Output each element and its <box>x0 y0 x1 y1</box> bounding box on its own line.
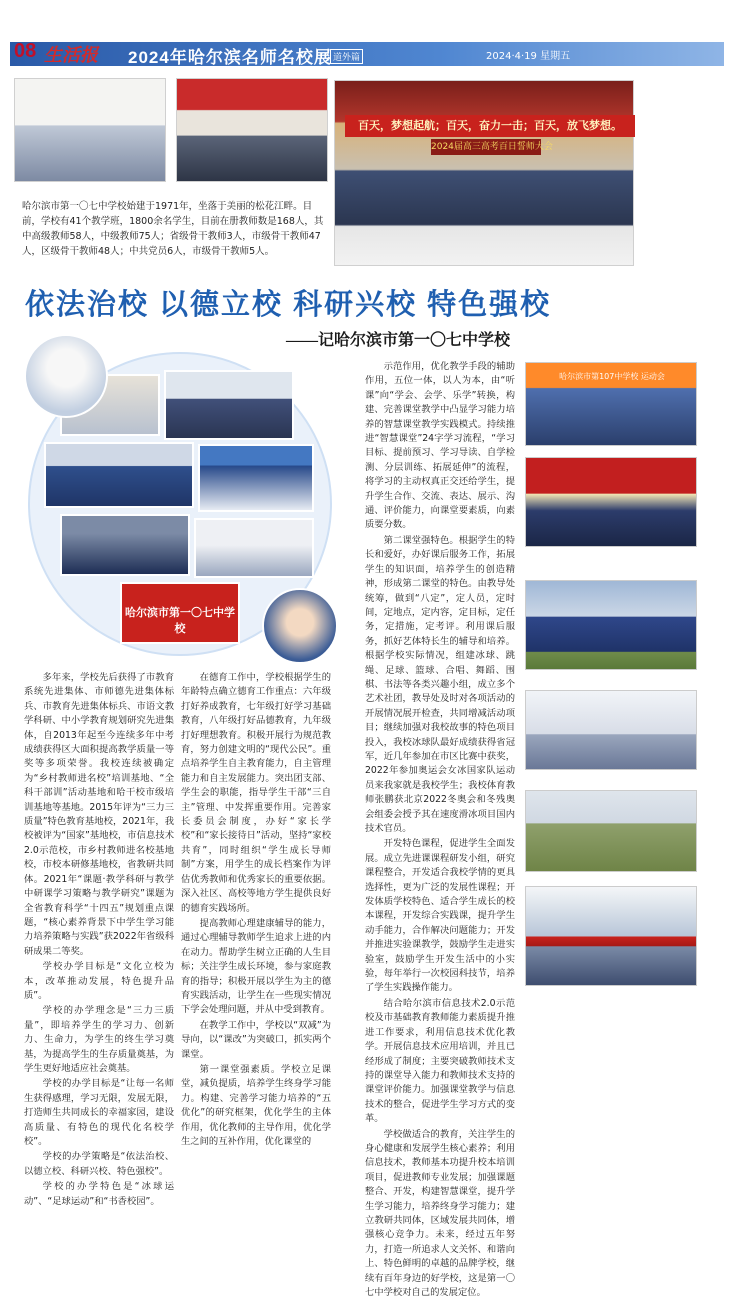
photo-sports-meet <box>525 362 697 446</box>
article-paragraph: 学校的办学策略是“依法治校、以德立校、科研兴校、特色强校”。 <box>24 1151 174 1177</box>
photo-bubble-snowman <box>24 334 108 418</box>
newspaper-brand: 生活报 <box>44 45 98 65</box>
page-number: 08 <box>14 40 37 62</box>
header-section-tag: 道外篇 <box>330 49 363 64</box>
article-paragraph: 示范作用，优化教学手段的辅助作用，五位一体，以人为本，由“听课”向“学会、会学、乐学”转换，构建、完善课堂教学中凸显学习能力培养的智慧课堂教学实践模式。持续推进“智慧课堂”24字学习流程，“学习目标、提前预习、学习导读、自学检测、分层训练、拓展延伸”的流程，将学习的主动权真正交还给学生，提升学生合作、交流、表达、展示、沟通、评价能力，向课堂要素质，向素质要分数。 <box>365 361 515 531</box>
article-paragraph: 学校的办学理念是“三力三质量”，即培养学生的学习力、创新力、生命力，为学生的终生学习奠基，为提高学生的生存质量奠基，为学生更好地适应社会奠基。 <box>24 1005 174 1074</box>
article-paragraph: 第二课堂强特色。根据学生的特长和爱好，办好课后服务工作，拓展学生的知识面，培养学生的创造精神，形成第二课堂的特色。由教导处统筹，做到“八定”，定人员，定时间，定地点，定内容，定目标，定任务，定措施，定考评。利用课后服务，抓好艺体特长生的辅导和培养。根据学校实际情况，组建冰球、跳绳、足球、篮球、合唱、舞蹈、围棋、书法等各类兴趣小组，成立多个艺术社团，教导处及时对各项活动的开展情况展开检查，共同增减活动项目；继续加强对我校故事的特色项目投入，我校冰球队最好成绩获得省冠军，近几年参加在市区比赛中获奖，2022年参加奥运会女冰国家队运动员来我家就是我校学生；我校体育教师张鹏获北京2022冬奥会和冬残奥会组委会授予其在速度滑冰项目国内技术官员。 <box>365 534 515 834</box>
article-column-3 <box>365 360 515 1301</box>
article-column-2 <box>181 671 331 1150</box>
article-paragraph: 学校做适合的教育，关注学生的身心健康和发展学生核心素养；利用信息技术，教师基本功提升校本培训项目，促进教师专业发展；加强课题整合、开发，构建智慧课堂，提升学生学习能力，培养终身学习能力；建立教研共同体，区域发展共同体，增强核心竞争力。未来，经过五年努力，打造一所追求人文关怀、和谐向上、特色鲜明的卓越的品牌学校，继续有百年身边的好学校，这是第一〇七中学校对自己的发展定位。 <box>365 1128 515 1298</box>
photo-meeting <box>176 78 328 182</box>
collage-photo-3 <box>44 442 194 508</box>
collage-photo-6 <box>194 518 314 578</box>
photo-classroom <box>14 78 166 182</box>
article-paragraph: 学校的办学特色是“冰球运动”、“足球运动”和“书香校园”。 <box>24 1181 174 1207</box>
collage-photo-2 <box>164 370 294 440</box>
article-paragraph: 结合哈尔滨市信息技术2.0示范校及市基础教育教师能力素质提升推进工作要求，利用信息技术优化教学。开展信息技术应用培训，并且已经形成了制度；主要突破教师技术支持的课堂导入能力和教师技术支持的课堂评价能力。加强课堂教学与信息技术的整合，促进学生学习方式的变革。 <box>365 997 515 1125</box>
main-headline: 依法治校 以德立校 科研兴校 特色强校 <box>25 289 552 321</box>
photo-winter-activity <box>525 690 697 770</box>
article-paragraph: 多年来，学校先后获得了市教育系统先进集体、市师德先进集体标兵、市教育先进集体标兵、市语文教学科研、中小学教育规划研究先进集体，自2013年起至今连续多年中考成绩获得区大面积提高教学质量一等奖等多项荣誉。我校连续被确定为“乡村教师进名校”培训基地、“全科干部训”活动基地和哈干校市级培训基地等基地。2015年评为“三力三质量”特色教育基地校，2021年，我校被评为“国家”基地校，市信息技术2.0示范校，市乡村教师进名校基地校，市校本研修基地校，省教研共同体。2021年“课题·教学科研与教学中研课学习策略与教学研究”课题为全省教育科学“十四五”规划重点课题，“核心素养背景下中学生学习能力培养策略与实践”获2022年省级科研成果二等奖。 <box>24 672 174 957</box>
header-date: 2024·4·19 星期五 <box>486 51 571 62</box>
article-paragraph: 提高教师心理建康辅导的能力，通过心理辅导教师学生追求上进的内在动力。帮助学生树立正确的人生目标；关注学生成长环境，参与家庭教育的指导；积极开展以学生为主的德育实践活动，让学生在一些现实情况下学会处理问题，并从中受到教育。 <box>181 917 331 1016</box>
article-column-1 <box>24 671 174 1210</box>
photo-field-team <box>525 790 697 872</box>
photo-sports-meet-caption: 哈尔滨市第107中学校 运动会 <box>559 372 665 381</box>
collage-photo-5 <box>60 514 190 576</box>
collage-photo-4 <box>198 444 314 512</box>
subheadline: ——记哈尔滨市第一〇七中学校 <box>286 332 511 349</box>
article-paragraph: 学校的办学目标是“让每一名师生获得感理，学习无限，发展无限，打造师生共同成长的幸福家园，建设高质量、有特色的现代化名校学校”。 <box>24 1078 174 1147</box>
newspaper-header <box>0 0 734 70</box>
article-paragraph: 学校办学目标是“文化立校为本，改革推动发展，特色提升品质”。 <box>24 961 174 1001</box>
article-paragraph: 第一课堂强素质。学校立足课堂，减负提质，培养学生终身学习能力。构建、完善学习能力培养的“五优化”的研究框架，优化学生的主体作用，优化教师的主导作用，优化学生之间的互补作用，优化课堂的 <box>181 1063 331 1147</box>
collage-banner-text: 哈尔滨市第一〇七中学校 <box>125 607 235 635</box>
intro-paragraph: 哈尔滨市第一〇七中学校始建于1971年，坐落于美丽的松花江畔。目前，学校有41个教学班，1800余名学生，目前在册教师数是168人，其中高级教师58人，中级教师75人；省级骨干教师3人，市级骨干教师47人，区级骨干教师48人；中共党员6人，市级骨干教师5人。 <box>22 201 324 257</box>
photo-bubble-student <box>262 588 338 664</box>
collage-banner-photo <box>120 582 240 644</box>
gate-sign: 2024届高三高考百日誓师大会 <box>431 139 541 155</box>
header-title: 2024年哈尔滨名师名校展 <box>128 48 332 67</box>
photo-school-gate <box>334 80 634 266</box>
article-paragraph: 在教学工作中，学校以“双减”为导向，以“课改”为突破口，抓实两个课堂。 <box>181 1019 331 1060</box>
header-band <box>10 42 724 66</box>
gate-banner: 百天，梦想起航；百天，奋力一击；百天，放飞梦想。 <box>345 115 635 137</box>
article-paragraph: 在德育工作中，学校根据学生的年龄特点确立德育工作重点：六年级打好养成教育，七年级打好学习基础教育，八年级打好品德教育，九年级打好理想教育。积极开展行为规范教育，努力创建文明的“现代公民”。重点培养学生自主教育能力，自主管理能力和自主发展能力。突出团支部、学生会的职能，指导学生干部“三自主”管理、中发挥重要作用。完善家长委员会制度，办好“家长学校”和“家长接待日”活动，坚持“家校共育”，同时组织“学生成长导师制”方案，用学生的成长档案作为评估优秀教师和优秀家长的重要依据。深入社区、高校等地方学生提供良好的德育实践场所。 <box>181 672 331 914</box>
photo-outdoor-event <box>525 886 697 986</box>
photo-playground-formation <box>525 580 697 670</box>
article-paragraph: 开发特色课程，促进学生全面发展。成立先进课课程研发小组，研究课程整合，开发适合我校学情的更具选择性，更为广泛的发展性课程；开发体质学校特色、适合学生成长的校本课程，开发综合实践课，提升学生动手能力，合作解决问题能力；开发并推进实验课教学，鼓励学生走进实验室，鼓励学生开发生活中的小实验，每年举行一次校园科技节，培养了学生实践操作能力。 <box>365 838 515 994</box>
photo-stage-performance <box>525 457 697 547</box>
